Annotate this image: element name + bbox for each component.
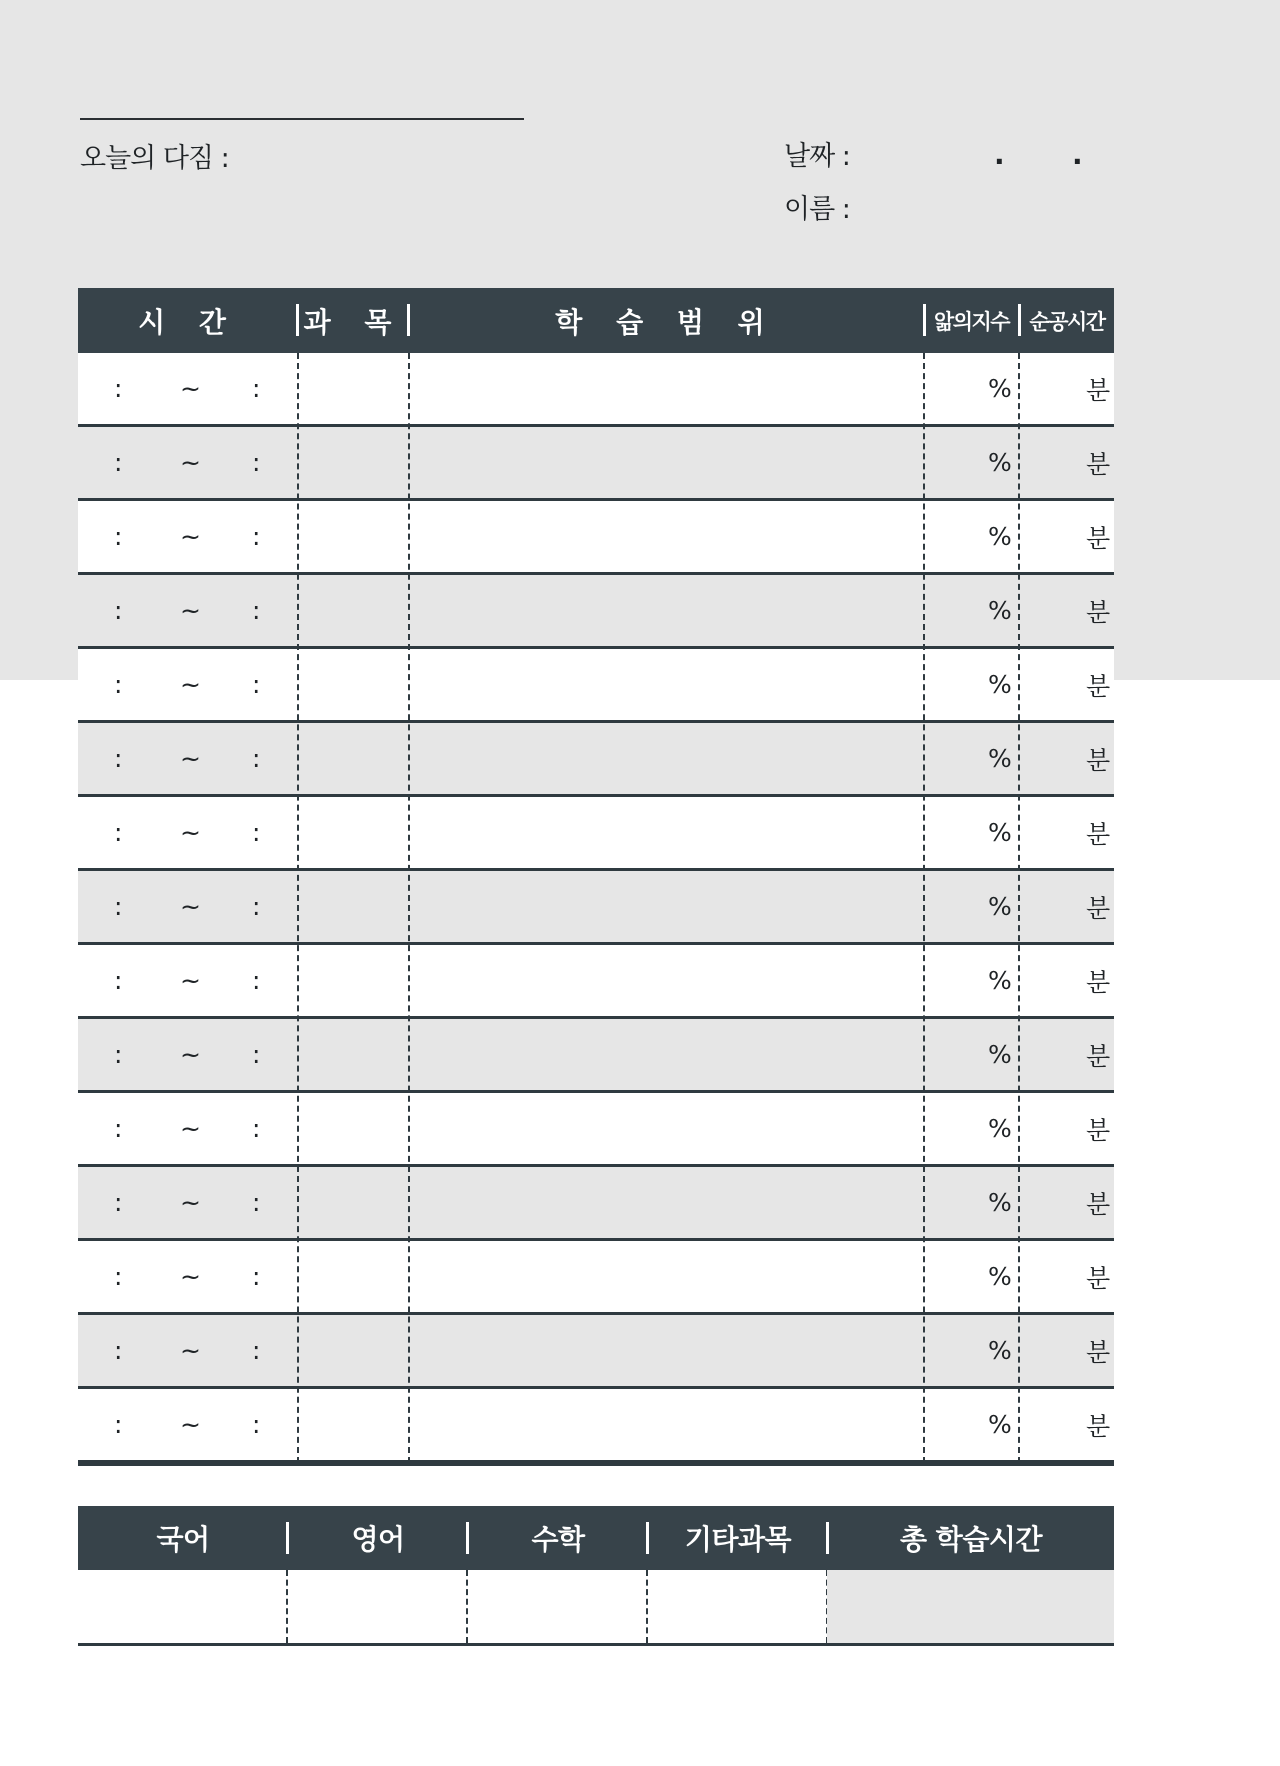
table-row bbox=[78, 871, 1114, 945]
summary-total-header: 총 학습시간 bbox=[900, 1523, 1042, 1556]
end-time-colon: : bbox=[252, 1040, 261, 1069]
study-range-field[interactable] bbox=[409, 723, 922, 794]
net-time-field[interactable] bbox=[1019, 871, 1114, 942]
net-time-minutes: 분 bbox=[1086, 819, 1111, 849]
subject-field[interactable] bbox=[299, 353, 407, 424]
column-dashed-divider bbox=[408, 353, 410, 1463]
understanding-field[interactable] bbox=[924, 1241, 1017, 1312]
end-time-colon: : bbox=[252, 670, 261, 699]
net-time-field[interactable] bbox=[1019, 575, 1114, 646]
table-row bbox=[78, 1019, 1114, 1093]
column-dashed-divider bbox=[297, 353, 299, 1463]
end-time-colon: : bbox=[252, 818, 261, 847]
net-time-field[interactable] bbox=[1019, 797, 1114, 868]
time-range-tilde: ~ bbox=[180, 966, 201, 995]
study-range-field[interactable] bbox=[409, 1167, 922, 1238]
net-time-minutes: 분 bbox=[1086, 745, 1111, 775]
end-time-colon: : bbox=[252, 1114, 261, 1143]
table-row bbox=[78, 945, 1114, 1019]
subject-field[interactable] bbox=[299, 945, 407, 1016]
study-range-field[interactable] bbox=[409, 353, 922, 424]
start-time-colon: : bbox=[114, 670, 123, 699]
net-time-minutes: 분 bbox=[1086, 523, 1111, 553]
time-field[interactable] bbox=[78, 1389, 297, 1460]
table-bottom-border bbox=[78, 1463, 1114, 1466]
net-time-field[interactable] bbox=[1019, 723, 1114, 794]
net-time-field[interactable] bbox=[1019, 501, 1114, 572]
understanding-percent: % bbox=[988, 1336, 1012, 1365]
summary-english-header: 영어 bbox=[351, 1523, 405, 1556]
subject-field[interactable] bbox=[299, 797, 407, 868]
time-range-tilde: ~ bbox=[180, 1188, 201, 1217]
study-range-field[interactable] bbox=[409, 945, 922, 1016]
col-understanding-header: 앎의지수 bbox=[933, 309, 1010, 334]
subject-field[interactable] bbox=[299, 1167, 407, 1238]
net-time-field[interactable] bbox=[1019, 1093, 1114, 1164]
end-time-colon: : bbox=[252, 374, 261, 403]
table-body bbox=[78, 353, 1114, 1463]
understanding-percent: % bbox=[988, 818, 1012, 847]
time-field[interactable] bbox=[78, 1093, 297, 1164]
net-time-minutes: 분 bbox=[1086, 671, 1111, 701]
time-field[interactable] bbox=[78, 1167, 297, 1238]
study-plan-table bbox=[78, 288, 1114, 1466]
start-time-colon: : bbox=[114, 744, 123, 773]
time-range-tilde: ~ bbox=[180, 374, 201, 403]
study-range-field[interactable] bbox=[409, 1019, 922, 1090]
col-time-header: 시 간 bbox=[138, 305, 238, 339]
understanding-percent: % bbox=[988, 1410, 1012, 1439]
net-time-minutes: 분 bbox=[1086, 1411, 1111, 1441]
net-time-minutes: 분 bbox=[1086, 1337, 1111, 1367]
date-label: 날짜 : bbox=[784, 141, 850, 172]
study-range-field[interactable] bbox=[409, 1093, 922, 1164]
resolve-underline bbox=[80, 118, 524, 120]
summary-total-field[interactable] bbox=[827, 1570, 1114, 1643]
table-header bbox=[78, 288, 1114, 353]
table-row bbox=[78, 1315, 1114, 1389]
time-field[interactable] bbox=[78, 1315, 297, 1386]
net-time-minutes: 분 bbox=[1086, 449, 1111, 479]
summary-body bbox=[78, 1570, 1114, 1646]
net-time-field[interactable] bbox=[1019, 1315, 1114, 1386]
subject-field[interactable] bbox=[299, 501, 407, 572]
net-time-field[interactable] bbox=[1019, 649, 1114, 720]
subject-field[interactable] bbox=[299, 427, 407, 498]
net-time-minutes: 분 bbox=[1086, 1189, 1111, 1219]
net-time-field[interactable] bbox=[1019, 1241, 1114, 1312]
understanding-percent: % bbox=[988, 966, 1012, 995]
understanding-field[interactable] bbox=[924, 575, 1017, 646]
understanding-field[interactable] bbox=[924, 1315, 1017, 1386]
end-time-colon: : bbox=[252, 1410, 261, 1439]
understanding-percent: % bbox=[988, 522, 1012, 551]
column-dashed-divider bbox=[1018, 353, 1020, 1463]
table-row bbox=[78, 723, 1114, 797]
understanding-field[interactable] bbox=[924, 353, 1017, 424]
summary-math-field[interactable] bbox=[468, 1570, 646, 1643]
study-range-field[interactable] bbox=[409, 797, 922, 868]
summary-header bbox=[78, 1506, 1114, 1570]
understanding-percent: % bbox=[988, 892, 1012, 921]
time-range-tilde: ~ bbox=[180, 1040, 201, 1069]
understanding-field[interactable] bbox=[924, 1093, 1017, 1164]
subject-field[interactable] bbox=[299, 649, 407, 720]
time-field[interactable] bbox=[78, 797, 297, 868]
understanding-percent: % bbox=[988, 1114, 1012, 1143]
time-field[interactable] bbox=[78, 427, 297, 498]
net-time-field[interactable] bbox=[1019, 353, 1114, 424]
understanding-percent: % bbox=[988, 448, 1012, 477]
table-row bbox=[78, 1093, 1114, 1167]
table-row bbox=[78, 797, 1114, 871]
study-range-field[interactable] bbox=[409, 1315, 922, 1386]
understanding-field[interactable] bbox=[924, 427, 1017, 498]
end-time-colon: : bbox=[252, 744, 261, 773]
summary-other-field[interactable] bbox=[648, 1570, 826, 1643]
time-range-tilde: ~ bbox=[180, 1262, 201, 1291]
net-time-field[interactable] bbox=[1019, 427, 1114, 498]
end-time-colon: : bbox=[252, 1336, 261, 1365]
start-time-colon: : bbox=[114, 1114, 123, 1143]
table-row bbox=[78, 501, 1114, 575]
name-label: 이름 : bbox=[784, 194, 850, 225]
time-field[interactable] bbox=[78, 945, 297, 1016]
time-range-tilde: ~ bbox=[180, 596, 201, 625]
understanding-percent: % bbox=[988, 1040, 1012, 1069]
start-time-colon: : bbox=[114, 1040, 123, 1069]
start-time-colon: : bbox=[114, 1336, 123, 1365]
end-time-colon: : bbox=[252, 522, 261, 551]
time-range-tilde: ~ bbox=[180, 1114, 201, 1143]
end-time-colon: : bbox=[252, 892, 261, 921]
end-time-colon: : bbox=[252, 966, 261, 995]
start-time-colon: : bbox=[114, 892, 123, 921]
time-field[interactable] bbox=[78, 723, 297, 794]
table-row bbox=[78, 649, 1114, 723]
study-range-field[interactable] bbox=[409, 1241, 922, 1312]
time-range-tilde: ~ bbox=[180, 1410, 201, 1439]
col-net-time-header: 순공시간 bbox=[1029, 309, 1105, 334]
end-time-colon: : bbox=[252, 596, 261, 625]
understanding-field[interactable] bbox=[924, 1389, 1017, 1460]
net-time-minutes: 분 bbox=[1086, 375, 1111, 405]
time-range-tilde: ~ bbox=[180, 448, 201, 477]
understanding-field[interactable] bbox=[924, 945, 1017, 1016]
understanding-percent: % bbox=[988, 744, 1012, 773]
study-range-field[interactable] bbox=[409, 649, 922, 720]
understanding-field[interactable] bbox=[924, 797, 1017, 868]
study-range-field[interactable] bbox=[409, 427, 922, 498]
study-range-field[interactable] bbox=[409, 575, 922, 646]
time-field[interactable] bbox=[78, 575, 297, 646]
table-row bbox=[78, 575, 1114, 649]
resolve-label: 오늘의 다짐 : bbox=[80, 143, 229, 174]
summary-korean-header: 국어 bbox=[156, 1523, 210, 1556]
subject-field[interactable] bbox=[299, 871, 407, 942]
study-range-field[interactable] bbox=[409, 501, 922, 572]
time-field[interactable] bbox=[78, 871, 297, 942]
time-field[interactable] bbox=[78, 1019, 297, 1090]
subject-field[interactable] bbox=[299, 1389, 407, 1460]
start-time-colon: : bbox=[114, 966, 123, 995]
column-dashed-divider bbox=[923, 353, 925, 1463]
start-time-colon: : bbox=[114, 596, 123, 625]
start-time-colon: : bbox=[114, 374, 123, 403]
net-time-field[interactable] bbox=[1019, 1167, 1114, 1238]
time-field[interactable] bbox=[78, 649, 297, 720]
date-separator-2: . bbox=[1072, 138, 1083, 171]
understanding-percent: % bbox=[988, 1188, 1012, 1217]
table-row bbox=[78, 1167, 1114, 1241]
understanding-field[interactable] bbox=[924, 649, 1017, 720]
understanding-field[interactable] bbox=[924, 723, 1017, 794]
time-field[interactable] bbox=[78, 353, 297, 424]
understanding-percent: % bbox=[988, 1262, 1012, 1291]
net-time-minutes: 분 bbox=[1086, 1263, 1111, 1293]
time-range-tilde: ~ bbox=[180, 1336, 201, 1365]
study-range-field[interactable] bbox=[409, 1389, 922, 1460]
date-separator-1: . bbox=[994, 138, 1005, 171]
end-time-colon: : bbox=[252, 1188, 261, 1217]
understanding-percent: % bbox=[988, 374, 1012, 403]
understanding-field[interactable] bbox=[924, 871, 1017, 942]
table-row bbox=[78, 1389, 1114, 1463]
subject-field[interactable] bbox=[299, 1241, 407, 1312]
start-time-colon: : bbox=[114, 522, 123, 551]
summary-korean-field[interactable] bbox=[78, 1570, 286, 1643]
net-time-field[interactable] bbox=[1019, 945, 1114, 1016]
end-time-colon: : bbox=[252, 448, 261, 477]
subject-field[interactable] bbox=[299, 1019, 407, 1090]
summary-english-field[interactable] bbox=[288, 1570, 466, 1643]
time-range-tilde: ~ bbox=[180, 744, 201, 773]
time-range-tilde: ~ bbox=[180, 670, 201, 699]
col-subject-header: 과 목 bbox=[303, 305, 404, 339]
table-row bbox=[78, 1241, 1114, 1315]
subject-field[interactable] bbox=[299, 575, 407, 646]
net-time-minutes: 분 bbox=[1086, 893, 1111, 923]
col-range-header: 학 습 범 위 bbox=[555, 305, 777, 339]
time-range-tilde: ~ bbox=[180, 522, 201, 551]
time-field[interactable] bbox=[78, 501, 297, 572]
net-time-minutes: 분 bbox=[1086, 597, 1111, 627]
understanding-field[interactable] bbox=[924, 1167, 1017, 1238]
net-time-field[interactable] bbox=[1019, 1389, 1114, 1460]
start-time-colon: : bbox=[114, 1188, 123, 1217]
understanding-field[interactable] bbox=[924, 501, 1017, 572]
start-time-colon: : bbox=[114, 818, 123, 847]
time-range-tilde: ~ bbox=[180, 892, 201, 921]
time-range-tilde: ~ bbox=[180, 818, 201, 847]
net-time-minutes: 분 bbox=[1086, 967, 1111, 997]
subject-field[interactable] bbox=[299, 1315, 407, 1386]
summary-other-header: 기타과목 bbox=[684, 1523, 792, 1556]
net-time-minutes: 분 bbox=[1086, 1115, 1111, 1145]
time-field[interactable] bbox=[78, 1241, 297, 1312]
net-time-minutes: 분 bbox=[1086, 1041, 1111, 1071]
table-row bbox=[78, 353, 1114, 427]
end-time-colon: : bbox=[252, 1262, 261, 1291]
understanding-percent: % bbox=[988, 596, 1012, 625]
start-time-colon: : bbox=[114, 1262, 123, 1291]
start-time-colon: : bbox=[114, 448, 123, 477]
understanding-percent: % bbox=[988, 670, 1012, 699]
net-time-field[interactable] bbox=[1019, 1019, 1114, 1090]
understanding-field[interactable] bbox=[924, 1019, 1017, 1090]
subject-field[interactable] bbox=[299, 1093, 407, 1164]
study-range-field[interactable] bbox=[409, 871, 922, 942]
start-time-colon: : bbox=[114, 1410, 123, 1439]
subject-field[interactable] bbox=[299, 723, 407, 794]
summary-table bbox=[78, 1506, 1114, 1646]
table-row bbox=[78, 427, 1114, 501]
summary-math-header: 수학 bbox=[531, 1523, 585, 1556]
